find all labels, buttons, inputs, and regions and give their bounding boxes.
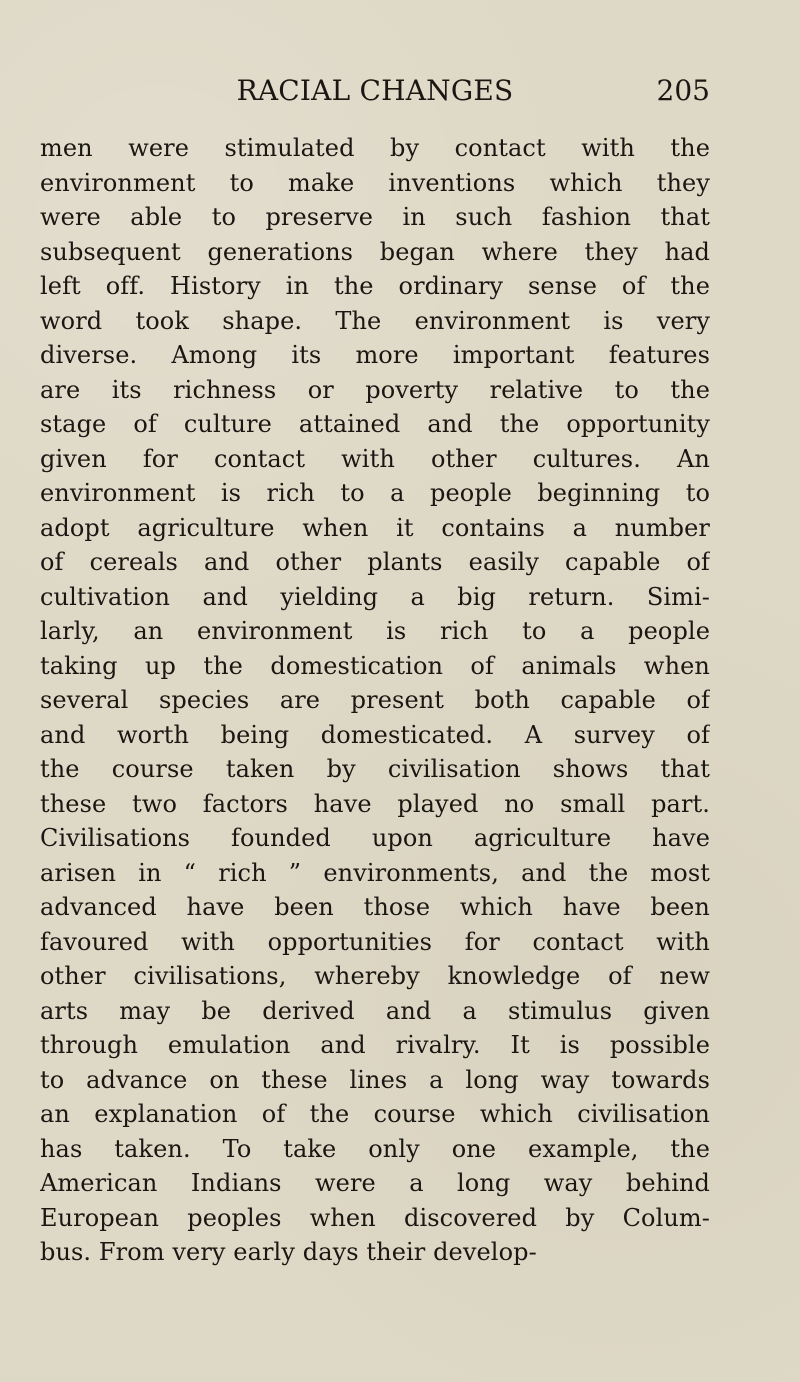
text-line: the course taken by civilisation shows that <box>40 755 710 783</box>
text-line: diverse. Among its more important features <box>40 341 710 369</box>
text-line: other civilisations, whereby knowledge of new <box>40 962 710 990</box>
text-line: through emulation and rivalry. It is possible <box>40 1031 710 1059</box>
text-line: several species are present both capable of <box>40 686 710 714</box>
text-line: an explanation of the course which civilisation <box>40 1100 710 1128</box>
text-line: advanced have been those which have been <box>40 893 710 921</box>
text-line: men were stimulated by contact with the <box>40 134 710 162</box>
page-number: 205 <box>656 74 710 107</box>
text-line: environment is rich to a people beginning to <box>40 479 710 507</box>
text-line: American Indians were a long way behind <box>40 1169 710 1197</box>
text-line: to advance on these lines a long way towards <box>40 1065 710 1094</box>
text-line: word took shape. The environment is very <box>40 306 710 335</box>
running-head: RACIAL CHANGES <box>236 74 514 107</box>
text-line: given for contact with other cultures. An <box>40 444 710 473</box>
text-line: stage of culture attained and the opportunity <box>40 410 710 438</box>
text-line: these two factors have played no small part. <box>40 789 710 818</box>
body-text <box>40 131 710 1270</box>
text-line: environment to make inventions which they <box>40 168 710 197</box>
text-line: arisen in “ rich ” environments, and the most <box>40 858 710 887</box>
text-line: bus. From very early days their develop- <box>40 1238 537 1266</box>
text-line: favoured with opportunities for contact with <box>40 927 710 956</box>
text-line: are its richness or poverty relative to the <box>40 375 710 404</box>
text-line: arts may be derived and a stimulus given <box>40 996 710 1025</box>
text-line: has taken. To take only one example, the <box>40 1134 710 1163</box>
text-line: subsequent generations began where they had <box>40 237 710 266</box>
text-line: larly, an environment is rich to a people <box>40 617 710 645</box>
text-line: European peoples when discovered by Colum- <box>40 1203 710 1232</box>
text-line: cultivation and yielding a big return. Simi- <box>40 582 710 611</box>
text-line: of cereals and other plants easily capable of <box>40 548 710 576</box>
text-line: taking up the domestication of animals when <box>40 651 710 680</box>
text-line: left off. History in the ordinary sense of the <box>40 272 710 300</box>
text-line: were able to preserve in such fashion that <box>40 203 710 231</box>
text-line: Civilisations founded upon agriculture have <box>40 824 710 852</box>
page-header <box>40 74 710 118</box>
text-line: and worth being domesticated. A survey of <box>40 720 710 749</box>
text-line: adopt agriculture when it contains a number <box>40 513 710 542</box>
